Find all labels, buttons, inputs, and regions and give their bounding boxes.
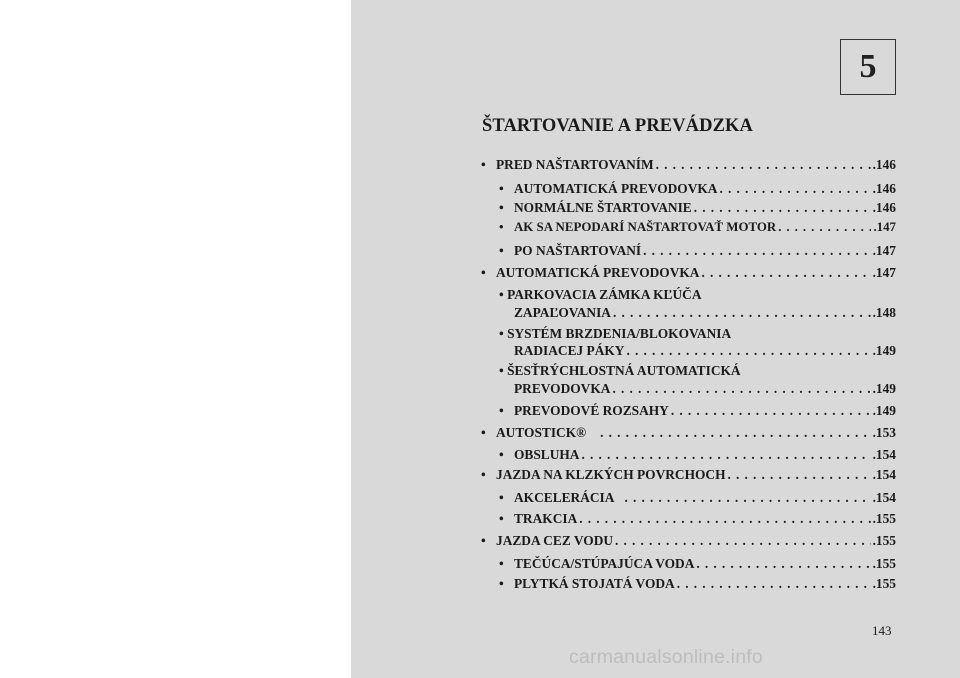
toc-entry-title: AK SA NEPODARÍ NAŠTARTOVAŤ MOTOR xyxy=(514,220,777,234)
toc-entry-title: AUTOSTICK® xyxy=(496,425,587,440)
bullet: • xyxy=(499,287,504,302)
toc-entry xyxy=(481,425,896,441)
toc-entry-page: .148 xyxy=(872,305,896,320)
toc-entry xyxy=(499,447,896,463)
leader-dots xyxy=(719,181,870,197)
bullet: • xyxy=(481,265,486,280)
leader-dots xyxy=(600,425,870,441)
bullet: • xyxy=(499,363,504,378)
toc-entry-title-continued: ZAPAĽOVANIA xyxy=(514,305,611,320)
toc-entry-page: .149 xyxy=(872,381,896,396)
toc-entry-page: .155 xyxy=(872,511,896,526)
toc-entry-title: AUTOMATICKÁ PREVODOVKA xyxy=(496,265,700,280)
toc-entry-page: .155 xyxy=(872,556,896,571)
toc-entry xyxy=(481,265,896,281)
toc-entry xyxy=(499,243,896,259)
toc-entry-page: .146 xyxy=(872,200,896,215)
toc-entry-title-continued: PREVODOVKA xyxy=(514,381,611,396)
toc-entry-page: .155 xyxy=(872,576,896,591)
bullet: • xyxy=(481,425,486,440)
toc-entry-title: OBSLUHA xyxy=(514,447,580,462)
bullet: • xyxy=(481,533,486,548)
toc-entry-title: PO NAŠTARTOVANÍ xyxy=(514,243,642,258)
toc-entry-page: .146 xyxy=(872,181,896,196)
bullet: • xyxy=(499,326,504,341)
bullet: • xyxy=(481,467,486,482)
toc-entry-title: • ŠESŤRÝCHLOSTNÁ AUTOMATICKÁ xyxy=(499,363,741,378)
toc-entry xyxy=(514,343,896,359)
toc-entry-page: .147 xyxy=(872,243,896,258)
toc-entry xyxy=(499,181,896,197)
toc-entry-page: .153 xyxy=(872,425,896,440)
leader-dots xyxy=(701,265,870,281)
section-title: ŠTARTOVANIE A PREVÁDZKA xyxy=(482,116,753,136)
page-number: 143 xyxy=(872,623,892,638)
leader-dots xyxy=(643,243,870,259)
bullet: • xyxy=(481,157,486,172)
toc-entry-title: PLYTKÁ STOJATÁ VODA xyxy=(514,576,675,591)
leader-dots xyxy=(696,556,870,572)
leader-dots xyxy=(728,467,871,483)
toc-entry-title: JAZDA NA KLZKÝCH POVRCHOCH xyxy=(496,467,726,482)
leader-dots xyxy=(671,403,871,419)
toc-entry xyxy=(499,556,896,572)
leader-dots xyxy=(677,576,871,592)
toc-entry xyxy=(499,200,896,216)
bullet: • xyxy=(499,556,504,571)
bullet: • xyxy=(499,403,504,418)
leader-dots xyxy=(624,490,870,506)
toc-entry-title: AUTOMATICKÁ PREVODOVKA xyxy=(514,181,718,196)
toc-entry-page: .154 xyxy=(872,490,896,505)
leader-dots xyxy=(615,533,871,549)
toc-entry-title-continued: RADIACEJ PÁKY xyxy=(514,343,625,358)
toc-entry-page: .154 xyxy=(872,447,896,462)
toc-entry-page: .147 xyxy=(873,220,896,234)
toc-entry-title: NORMÁLNE ŠTARTOVANIE xyxy=(514,200,692,215)
leader-dots xyxy=(626,343,870,359)
toc-entry-title: • PARKOVACIA ZÁMKA KĽÚČA xyxy=(499,287,702,302)
leader-dots xyxy=(581,447,870,463)
toc-entry-page: .146 xyxy=(872,157,896,172)
toc-entry xyxy=(499,490,896,506)
toc-entry xyxy=(481,533,896,549)
leader-dots xyxy=(656,157,871,173)
leader-dots xyxy=(613,305,871,321)
toc-entry-title: • SYSTÉM BRZDENIA/BLOKOVANIA xyxy=(499,326,732,341)
toc-entry-title: PRED NAŠTARTOVANÍM xyxy=(496,157,654,172)
toc-entry-page: .155 xyxy=(872,533,896,548)
bullet: • xyxy=(499,243,504,258)
leader-dots xyxy=(778,220,871,235)
toc-entry xyxy=(499,403,896,419)
toc-entry xyxy=(499,576,896,592)
toc-entry-title: TRAKCIA xyxy=(514,511,578,526)
bullet: • xyxy=(499,447,504,462)
toc-entry xyxy=(499,220,896,235)
toc-entry-title: JAZDA CEZ VODU xyxy=(496,533,614,548)
toc-entry-page: .147 xyxy=(872,265,896,280)
toc-entry xyxy=(514,305,896,321)
toc-entry-page: .154 xyxy=(872,467,896,482)
toc-entry-title: AKCELERÁCIA xyxy=(514,490,615,505)
toc-entry xyxy=(499,511,896,527)
toc-entry-title: TEČÚCA/STÚPAJÚCA VODA xyxy=(514,556,695,571)
bullet: • xyxy=(499,576,504,591)
bullet: • xyxy=(499,200,504,215)
leader-dots xyxy=(579,511,870,527)
chapter-number-box: 5 xyxy=(840,39,896,95)
leader-dots xyxy=(612,381,870,397)
toc-entry xyxy=(481,467,896,483)
toc-entry-title: PREVODOVÉ ROZSAHY xyxy=(514,403,669,418)
bullet: • xyxy=(499,511,504,526)
leader-dots xyxy=(694,200,871,216)
toc-entry xyxy=(481,157,896,173)
bullet: • xyxy=(499,220,504,234)
watermark-text: carmanualsonline.info xyxy=(569,646,763,668)
toc-entry-page: .149 xyxy=(872,343,896,358)
bullet: • xyxy=(499,490,504,505)
toc-entry-page: .149 xyxy=(872,403,896,418)
toc-entry xyxy=(514,381,896,397)
bullet: • xyxy=(499,181,504,196)
